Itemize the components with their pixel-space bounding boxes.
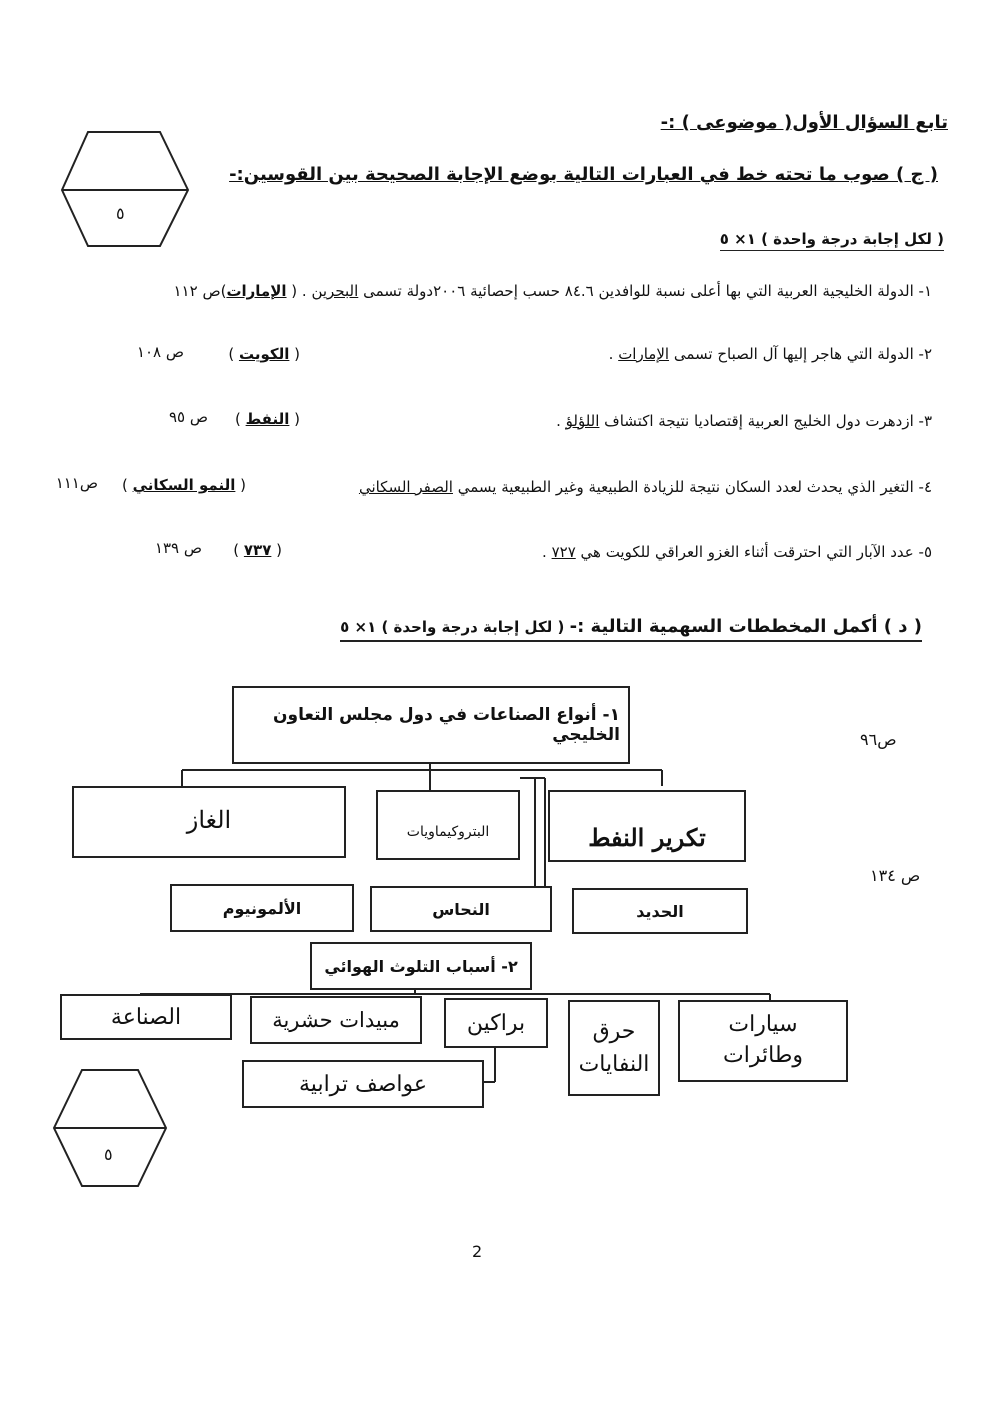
- diagram1-title-box: ١- أنواع الصناعات في دول مجلس التعاون الخليجي: [232, 686, 630, 764]
- underlined-term: ٧٢٧: [551, 543, 576, 561]
- answer-5: ( ٧٣٧ ): [233, 541, 282, 559]
- vehicles-line2: وطائرات: [723, 1043, 803, 1068]
- page-ref-diagram1-b: ص ١٣٤: [870, 866, 921, 885]
- diagram2-title-box: ٢- أسباب التلوث الهوائي: [310, 942, 532, 990]
- answer-2: ( الكويت ): [228, 345, 300, 363]
- question-5: ٥- عدد الآبار التي احترقت أثناء الغزو العراقي للكويت هي ٧٢٧ .: [542, 543, 932, 561]
- page-ref-2: ص ١٠٨: [136, 343, 184, 361]
- section-d-title: ( د ) أكمل المخططات السهمية التالية :-: [569, 616, 922, 637]
- answer: الإمارات: [226, 282, 287, 300]
- page-ref-diagram1-a: ص٩٦: [860, 730, 897, 749]
- score-hexagon-bottom: [54, 1070, 166, 1186]
- industry-box-refining: تكرير النفط: [548, 790, 746, 862]
- score-value-bottom: ٥: [104, 1145, 113, 1164]
- question-4: [359, 478, 932, 496]
- question-text: ١- الدولة الخليجية العربية التي بها أعلى نسبة للوافدين ٨٤.٦ حسب إحصائية ٢٠٠٦دولة تسمى: [358, 282, 932, 300]
- section-c-marks: ( لكل إجابة درجة واحدة ) ١× ٥: [720, 230, 944, 251]
- waste-line2: النفايات: [578, 1052, 650, 1077]
- underlined-term: الإمارات: [618, 345, 670, 363]
- answer: النمو السكاني: [132, 476, 236, 494]
- question-text: ٤- التغير الذي يحدث لعدد السكان نتيجة للزيادة الطبيعية وغير الطبيعية يسمي: [452, 478, 932, 496]
- industry-box-copper: النحاس: [370, 886, 552, 932]
- industry-box-aluminum: الألمونيوم: [170, 884, 354, 932]
- question-text: ٥- عدد الآبار التي احترقت أثناء الغزو العراقي للكويت هي: [575, 543, 932, 561]
- pollution-box-vehicles: [678, 1000, 848, 1082]
- pollution-box-industry: الصناعة: [60, 994, 232, 1040]
- section-d-heading: [340, 616, 922, 642]
- industry-box-petrochemicals: البتروكيماويات: [376, 790, 520, 860]
- waste-line1: حرق: [592, 1019, 636, 1044]
- question-2: ٢- الدولة التي هاجر إليها آل الصباح تسمى الإمارات .: [608, 345, 932, 363]
- pollution-box-volcanoes: براكين: [444, 998, 548, 1048]
- answer: النفط: [245, 410, 290, 428]
- question-text: ٢- الدولة التي هاجر إليها آل الصباح تسمى: [669, 345, 932, 363]
- industry-box-gas: الغاز: [72, 786, 346, 858]
- page-number: 2: [472, 1242, 483, 1261]
- underlined-term: اللؤلؤ: [565, 412, 600, 430]
- answer: ٧٣٧: [243, 541, 272, 559]
- question-3: ٣- ازدهرت دول الخليج العربية إقتصاديا نتيجة اكتشاف اللؤلؤ .: [556, 412, 932, 430]
- score-value-top: ٥: [116, 204, 125, 223]
- answer: الكويت: [238, 345, 290, 363]
- page-ref: ص ١١٢: [173, 282, 221, 300]
- vehicles-line1: سيارات: [728, 1012, 798, 1038]
- industry-box-iron: الحديد: [572, 888, 748, 934]
- page-ref-4: ص١١١: [55, 474, 98, 492]
- page-ref-3: ص ٩٥: [168, 408, 208, 426]
- section-c-title: ( ج ) صوب ما تحته خط في العبارات التالية بوضع الإجابة الصحيحة بين القوسين:-: [229, 164, 938, 185]
- score-hexagon-top: [62, 132, 188, 246]
- section-d-marks: ( لكل إجابة درجة واحدة ) ١× ٥: [340, 618, 570, 636]
- pollution-box-pesticides: مبيدات حشرية: [250, 996, 422, 1044]
- question-1: ١- الدولة الخليجية العربية التي بها أعلى نسبة للوافدين ٨٤.٦ حسب إحصائية ٢٠٠٦دولة تسمى البحرين . ( الإمارات)ص ١١٢: [173, 282, 932, 300]
- pollution-box-dust-storms: عواصف ترابية: [242, 1060, 484, 1108]
- continuation-title: تابع السؤال الأول( موضوعى ) :-: [660, 112, 948, 133]
- pollution-box-waste-burning: [568, 1000, 660, 1096]
- answer-4: ( النمو السكاني ): [121, 476, 246, 494]
- answer-3: ( النفط ): [234, 410, 300, 428]
- page-ref-5: ص ١٣٩: [154, 539, 202, 557]
- question-text: ٣- ازدهرت دول الخليج العربية إقتصاديا نتيجة اكتشاف: [599, 412, 932, 430]
- underlined-term: الصفر السكاني: [358, 478, 453, 496]
- underlined-term: البحرين: [311, 282, 359, 300]
